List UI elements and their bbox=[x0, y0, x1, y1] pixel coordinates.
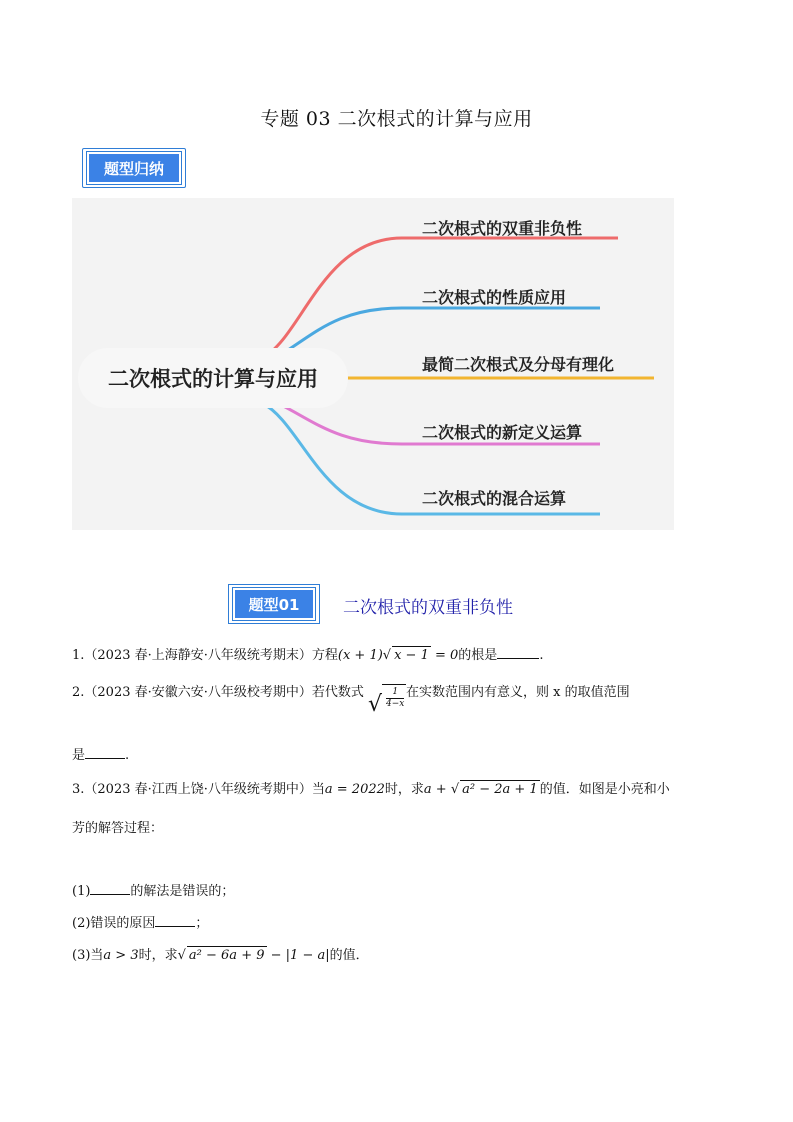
q2-sqrt-fraction bbox=[368, 684, 406, 717]
q3-sub3-pre: (3)当 bbox=[72, 948, 104, 963]
q2-end: . bbox=[125, 748, 130, 763]
q2-fraction bbox=[382, 684, 406, 710]
question-3-part3 bbox=[72, 946, 369, 965]
q2-line2: 是 bbox=[72, 748, 86, 763]
summary-badge bbox=[82, 148, 186, 188]
branch-label-4: 二次根式的新定义运算 bbox=[422, 423, 583, 442]
question-3-part1 bbox=[72, 882, 234, 901]
q1-end: . bbox=[539, 648, 544, 663]
q3-sub1-text: 的解法是错误的； bbox=[130, 884, 235, 899]
q3-sub3-cond: a > 3 bbox=[103, 948, 139, 963]
q3-sub2: (2)错误的原因 bbox=[72, 916, 156, 931]
question-2-line2 bbox=[72, 746, 129, 765]
question-3-part2 bbox=[72, 914, 208, 933]
q3-sub3-mid: 时，求 bbox=[138, 948, 178, 963]
q2-suffix: 在实数范围内有意义，则 x 的取值范围 bbox=[406, 685, 630, 700]
q3-sub1-num: (1) bbox=[72, 884, 91, 899]
branch-label-2: 二次根式的性质应用 bbox=[422, 288, 567, 307]
q3-sub3-radicand: a² − 6a + 9 bbox=[188, 948, 265, 963]
question-3-line2 bbox=[72, 820, 163, 838]
sqrt-sign: √ bbox=[177, 948, 186, 963]
q3-sub3-rest: − |1 − a| bbox=[266, 948, 330, 963]
question-3 bbox=[72, 780, 670, 799]
document-title: 专题 03 二次根式的计算与应用 bbox=[260, 108, 533, 130]
q1-suffix: 的根是 bbox=[458, 648, 498, 663]
q3-line2: 芳的解答过程： bbox=[72, 821, 164, 836]
q3-sub3-end: 的值． bbox=[329, 948, 369, 963]
answer-blank bbox=[85, 746, 125, 759]
q3-suffix: 的值．如图是小亮和小 bbox=[539, 782, 670, 797]
mindmap-center-node: 二次根式的计算与应用 bbox=[78, 348, 348, 408]
answer-blank bbox=[497, 646, 539, 659]
section-title: 二次根式的双重非负性 bbox=[343, 598, 513, 618]
sqrt-sign: √ bbox=[368, 692, 383, 717]
q3-cond: a = 2022 bbox=[324, 782, 385, 797]
answer-blank bbox=[90, 882, 130, 895]
mindmap bbox=[72, 198, 674, 530]
q2-frac-den: 4−x bbox=[386, 699, 405, 709]
sqrt-sign: √ bbox=[382, 648, 392, 663]
q2-prefix: 2.（2023 春·安徽六安·八年级校考期中）若代数式 bbox=[72, 685, 364, 700]
q3-mid: 时，求 bbox=[384, 782, 424, 797]
q1-math-a: (x + 1) bbox=[337, 648, 383, 663]
q1-prefix: 1.（2023 春·上海静安·八年级统考期末）方程 bbox=[72, 648, 338, 663]
q2-frac-num: 1 bbox=[386, 687, 404, 699]
answer-blank bbox=[155, 914, 195, 927]
branch-label-1: 二次根式的双重非负性 bbox=[422, 219, 583, 238]
q1-math-b: = 0 bbox=[430, 648, 459, 663]
question-2 bbox=[72, 684, 630, 717]
section-badge-label: 题型01 bbox=[233, 588, 315, 620]
q3-prefix: 3.（2023 春·江西上饶·八年级统考期中）当 bbox=[72, 782, 325, 797]
q3-radicand: a² − 2a + 1 bbox=[462, 782, 538, 797]
q1-radicand: x − 1 bbox=[394, 648, 429, 663]
section-badge bbox=[228, 584, 320, 624]
question-1 bbox=[72, 646, 543, 665]
summary-badge-label: 题型归纳 bbox=[87, 152, 181, 184]
q3-expr-a: a + bbox=[423, 782, 451, 797]
branch-label-5: 二次根式的混合运算 bbox=[422, 489, 567, 508]
q3-sub2-end: ； bbox=[195, 916, 209, 931]
branch-label-3: 最简二次根式及分母有理化 bbox=[422, 355, 615, 374]
sqrt-sign: √ bbox=[450, 782, 460, 797]
